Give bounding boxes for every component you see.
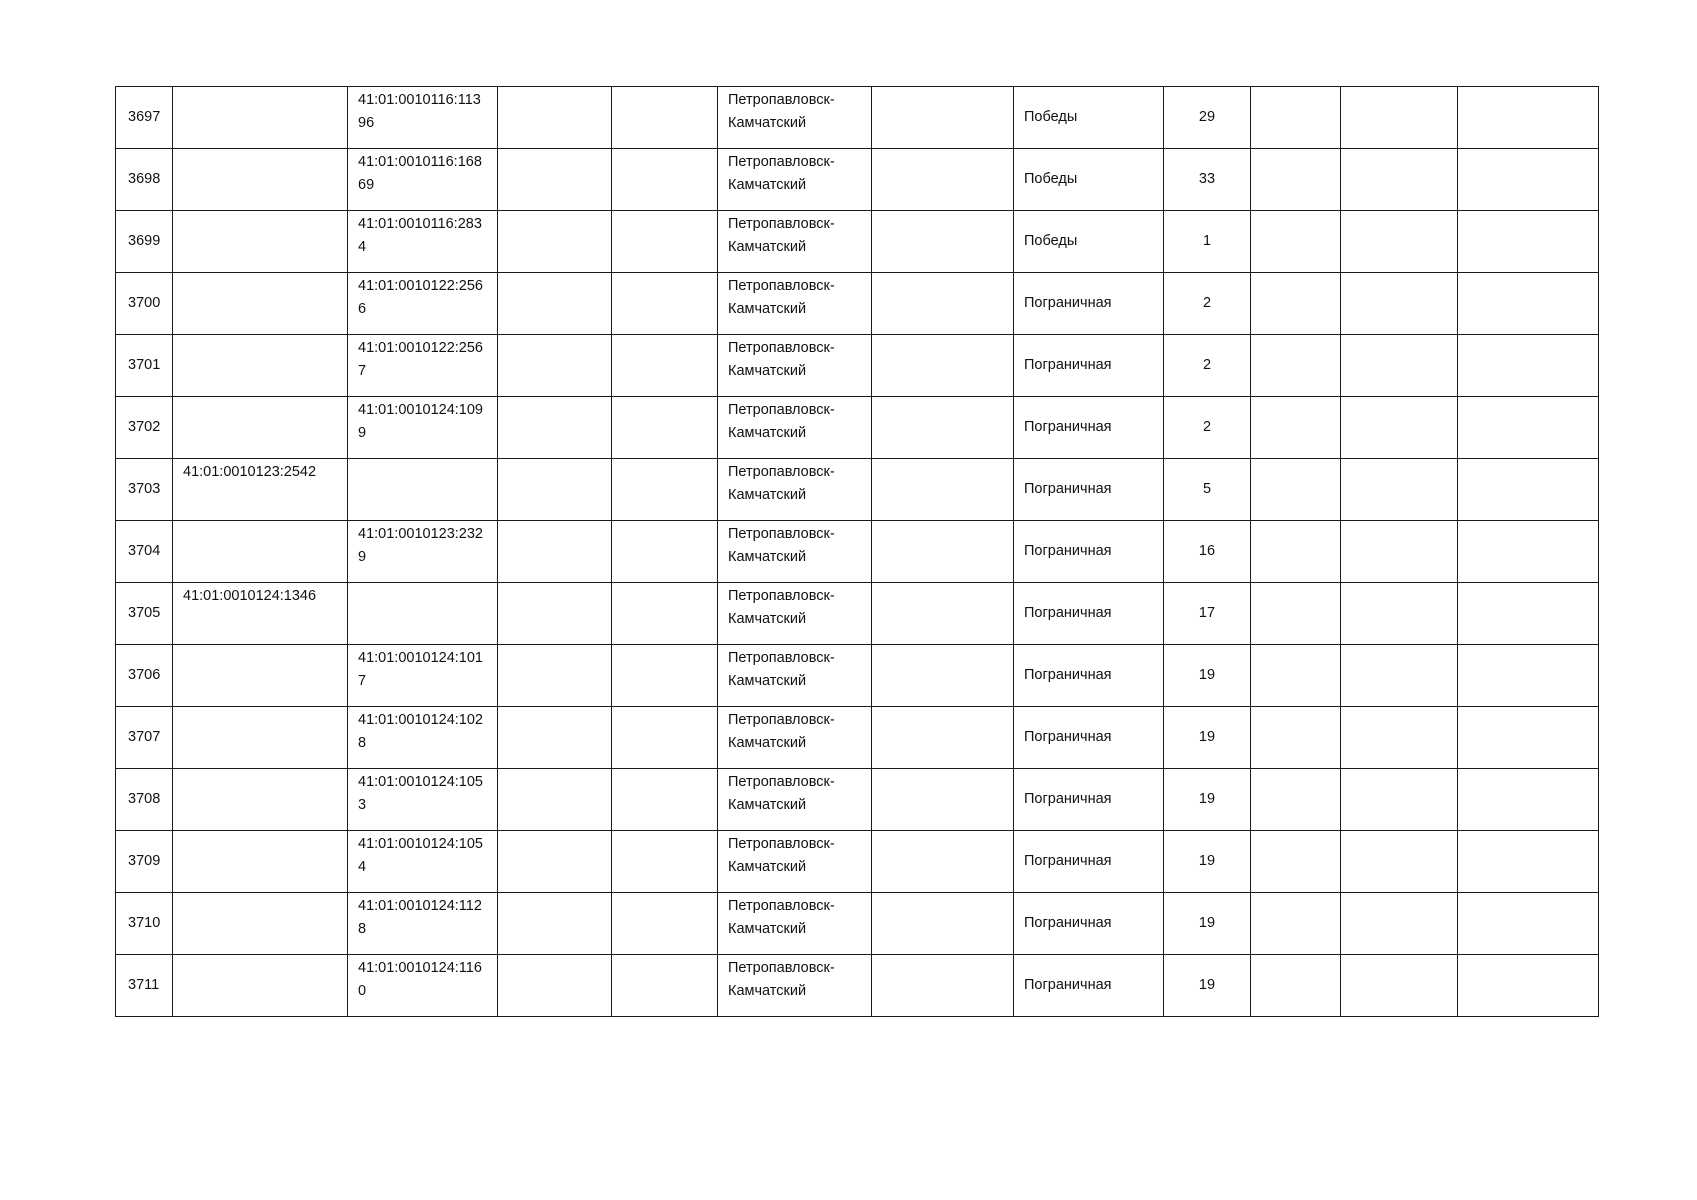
table-row (116, 459, 1599, 521)
row-number-cell: 3711 (116, 955, 173, 1017)
row-number-cell: 3703 (116, 459, 173, 521)
building-cadastral-cell: 41:01:0010116:16869 (348, 149, 498, 211)
house-number-cell: 2 (1164, 335, 1251, 397)
city-cell: Петропавловск-Камчатский (718, 149, 872, 211)
city-cell: Петропавловск-Камчатский (718, 707, 872, 769)
city-cell: Петропавловск-Камчатский (718, 211, 872, 273)
empty-cell (498, 769, 612, 831)
city-cell: Петропавловск-Камчатский (718, 769, 872, 831)
empty-cell (612, 335, 718, 397)
house-number-cell: 1 (1164, 211, 1251, 273)
empty-cell (1341, 397, 1458, 459)
empty-cell (1458, 955, 1599, 1017)
empty-cell (1251, 831, 1341, 893)
empty-cell (1458, 583, 1599, 645)
empty-cell (1251, 149, 1341, 211)
empty-cell (1341, 273, 1458, 335)
empty-cell (1251, 583, 1341, 645)
city-cell: Петропавловск-Камчатский (718, 831, 872, 893)
empty-cell (498, 397, 612, 459)
building-cadastral-cell: 41:01:0010124:1099 (348, 397, 498, 459)
empty-cell (1341, 459, 1458, 521)
street-cell: Пограничная (1014, 893, 1164, 955)
street-cell: Пограничная (1014, 831, 1164, 893)
row-number-cell: 3710 (116, 893, 173, 955)
row-number-cell: 3707 (116, 707, 173, 769)
empty-cell (872, 955, 1014, 1017)
empty-cell (872, 893, 1014, 955)
empty-cell (1251, 955, 1341, 1017)
empty-cell (1341, 707, 1458, 769)
city-cell: Петропавловск-Камчатский (718, 87, 872, 149)
row-number-cell: 3709 (116, 831, 173, 893)
table-row (116, 955, 1599, 1017)
empty-cell (1458, 211, 1599, 273)
empty-cell (498, 459, 612, 521)
empty-cell (872, 335, 1014, 397)
empty-cell (612, 583, 718, 645)
empty-cell (1251, 273, 1341, 335)
city-cell: Петропавловск-Камчатский (718, 273, 872, 335)
street-cell: Победы (1014, 87, 1164, 149)
empty-cell (872, 397, 1014, 459)
table-row (116, 211, 1599, 273)
empty-cell (612, 87, 718, 149)
street-cell: Пограничная (1014, 707, 1164, 769)
table-row (116, 87, 1599, 149)
building-cadastral-cell: 41:01:0010122:2566 (348, 273, 498, 335)
empty-cell (1458, 645, 1599, 707)
street-cell: Пограничная (1014, 583, 1164, 645)
empty-cell (1251, 645, 1341, 707)
building-cadastral-cell: 41:01:0010116:11396 (348, 87, 498, 149)
building-cadastral-cell: 41:01:0010124:1160 (348, 955, 498, 1017)
empty-cell (1458, 769, 1599, 831)
empty-cell (1458, 831, 1599, 893)
row-number-cell: 3699 (116, 211, 173, 273)
empty-cell (1251, 707, 1341, 769)
row-number-cell: 3698 (116, 149, 173, 211)
table-body (116, 87, 1599, 1017)
row-number-cell: 3708 (116, 769, 173, 831)
register-table (115, 86, 1599, 1017)
house-number-cell: 19 (1164, 645, 1251, 707)
building-cadastral-cell (348, 459, 498, 521)
land-cadastral-cell (173, 149, 348, 211)
empty-cell (1251, 397, 1341, 459)
empty-cell (612, 211, 718, 273)
empty-cell (498, 273, 612, 335)
house-number-cell: 19 (1164, 769, 1251, 831)
building-cadastral-cell: 41:01:0010123:2329 (348, 521, 498, 583)
empty-cell (872, 149, 1014, 211)
empty-cell (1251, 521, 1341, 583)
empty-cell (1458, 521, 1599, 583)
street-cell: Победы (1014, 149, 1164, 211)
empty-cell (1341, 149, 1458, 211)
street-cell: Пограничная (1014, 645, 1164, 707)
empty-cell (1251, 87, 1341, 149)
street-cell: Пограничная (1014, 335, 1164, 397)
empty-cell (612, 397, 718, 459)
table-row (116, 397, 1599, 459)
empty-cell (1458, 273, 1599, 335)
empty-cell (1251, 459, 1341, 521)
empty-cell (872, 645, 1014, 707)
empty-cell (872, 521, 1014, 583)
row-number-cell: 3705 (116, 583, 173, 645)
land-cadastral-cell (173, 397, 348, 459)
building-cadastral-cell: 41:01:0010124:1128 (348, 893, 498, 955)
empty-cell (498, 87, 612, 149)
house-number-cell: 19 (1164, 893, 1251, 955)
house-number-cell: 17 (1164, 583, 1251, 645)
house-number-cell: 29 (1164, 87, 1251, 149)
empty-cell (872, 211, 1014, 273)
empty-cell (1341, 645, 1458, 707)
building-cadastral-cell: 41:01:0010124:1017 (348, 645, 498, 707)
street-cell: Пограничная (1014, 273, 1164, 335)
land-cadastral-cell (173, 955, 348, 1017)
empty-cell (1251, 335, 1341, 397)
empty-cell (1458, 87, 1599, 149)
empty-cell (612, 769, 718, 831)
row-number-cell: 3700 (116, 273, 173, 335)
empty-cell (1341, 521, 1458, 583)
empty-cell (498, 149, 612, 211)
empty-cell (498, 955, 612, 1017)
empty-cell (872, 707, 1014, 769)
empty-cell (612, 955, 718, 1017)
empty-cell (1341, 211, 1458, 273)
empty-cell (498, 521, 612, 583)
empty-cell (1458, 149, 1599, 211)
empty-cell (1251, 893, 1341, 955)
empty-cell (1458, 335, 1599, 397)
house-number-cell: 33 (1164, 149, 1251, 211)
row-number-cell: 3704 (116, 521, 173, 583)
table-row (116, 273, 1599, 335)
empty-cell (498, 707, 612, 769)
city-cell: Петропавловск-Камчатский (718, 397, 872, 459)
land-cadastral-cell (173, 273, 348, 335)
house-number-cell: 2 (1164, 273, 1251, 335)
street-cell: Пограничная (1014, 955, 1164, 1017)
land-cadastral-cell (173, 211, 348, 273)
empty-cell (612, 521, 718, 583)
table-row (116, 335, 1599, 397)
land-cadastral-cell (173, 335, 348, 397)
empty-cell (1341, 583, 1458, 645)
land-cadastral-cell (173, 521, 348, 583)
empty-cell (872, 87, 1014, 149)
house-number-cell: 19 (1164, 707, 1251, 769)
empty-cell (1341, 955, 1458, 1017)
empty-cell (872, 583, 1014, 645)
street-cell: Пограничная (1014, 397, 1164, 459)
empty-cell (872, 831, 1014, 893)
empty-cell (612, 149, 718, 211)
empty-cell (498, 831, 612, 893)
land-cadastral-cell (173, 707, 348, 769)
empty-cell (498, 335, 612, 397)
row-number-cell: 3702 (116, 397, 173, 459)
table-row (116, 583, 1599, 645)
city-cell: Петропавловск-Камчатский (718, 645, 872, 707)
street-cell: Пограничная (1014, 769, 1164, 831)
empty-cell (1251, 211, 1341, 273)
empty-cell (498, 583, 612, 645)
house-number-cell: 2 (1164, 397, 1251, 459)
empty-cell (498, 893, 612, 955)
empty-cell (1341, 893, 1458, 955)
land-cadastral-cell (173, 893, 348, 955)
row-number-cell: 3706 (116, 645, 173, 707)
city-cell: Петропавловск-Камчатский (718, 521, 872, 583)
table-row (116, 769, 1599, 831)
empty-cell (1251, 769, 1341, 831)
empty-cell (498, 645, 612, 707)
house-number-cell: 16 (1164, 521, 1251, 583)
empty-cell (1458, 893, 1599, 955)
empty-cell (612, 893, 718, 955)
building-cadastral-cell: 41:01:0010122:2567 (348, 335, 498, 397)
row-number-cell: 3701 (116, 335, 173, 397)
empty-cell (1341, 87, 1458, 149)
city-cell: Петропавловск-Камчатский (718, 955, 872, 1017)
land-cadastral-cell (173, 645, 348, 707)
city-cell: Петропавловск-Камчатский (718, 335, 872, 397)
building-cadastral-cell: 41:01:0010124:1028 (348, 707, 498, 769)
empty-cell (498, 211, 612, 273)
house-number-cell: 5 (1164, 459, 1251, 521)
land-cadastral-cell (173, 769, 348, 831)
table-row (116, 645, 1599, 707)
empty-cell (1458, 397, 1599, 459)
street-cell: Пограничная (1014, 459, 1164, 521)
street-cell: Пограничная (1014, 521, 1164, 583)
land-cadastral-cell: 41:01:0010124:1346 (173, 583, 348, 645)
empty-cell (612, 707, 718, 769)
building-cadastral-cell (348, 583, 498, 645)
building-cadastral-cell: 41:01:0010124:1054 (348, 831, 498, 893)
building-cadastral-cell: 41:01:0010116:2834 (348, 211, 498, 273)
empty-cell (1341, 769, 1458, 831)
city-cell: Петропавловск-Камчатский (718, 893, 872, 955)
house-number-cell: 19 (1164, 955, 1251, 1017)
building-cadastral-cell: 41:01:0010124:1053 (348, 769, 498, 831)
empty-cell (872, 769, 1014, 831)
street-cell: Победы (1014, 211, 1164, 273)
city-cell: Петропавловск-Камчатский (718, 583, 872, 645)
land-cadastral-cell (173, 87, 348, 149)
table-row (116, 831, 1599, 893)
city-cell: Петропавловск-Камчатский (718, 459, 872, 521)
empty-cell (612, 273, 718, 335)
empty-cell (612, 645, 718, 707)
table-row (116, 707, 1599, 769)
row-number-cell: 3697 (116, 87, 173, 149)
empty-cell (612, 831, 718, 893)
empty-cell (872, 459, 1014, 521)
land-cadastral-cell: 41:01:0010123:2542 (173, 459, 348, 521)
empty-cell (612, 459, 718, 521)
table-row (116, 149, 1599, 211)
empty-cell (1341, 831, 1458, 893)
empty-cell (1458, 459, 1599, 521)
table-row (116, 893, 1599, 955)
empty-cell (872, 273, 1014, 335)
land-cadastral-cell (173, 831, 348, 893)
empty-cell (1341, 335, 1458, 397)
table-row (116, 521, 1599, 583)
house-number-cell: 19 (1164, 831, 1251, 893)
empty-cell (1458, 707, 1599, 769)
